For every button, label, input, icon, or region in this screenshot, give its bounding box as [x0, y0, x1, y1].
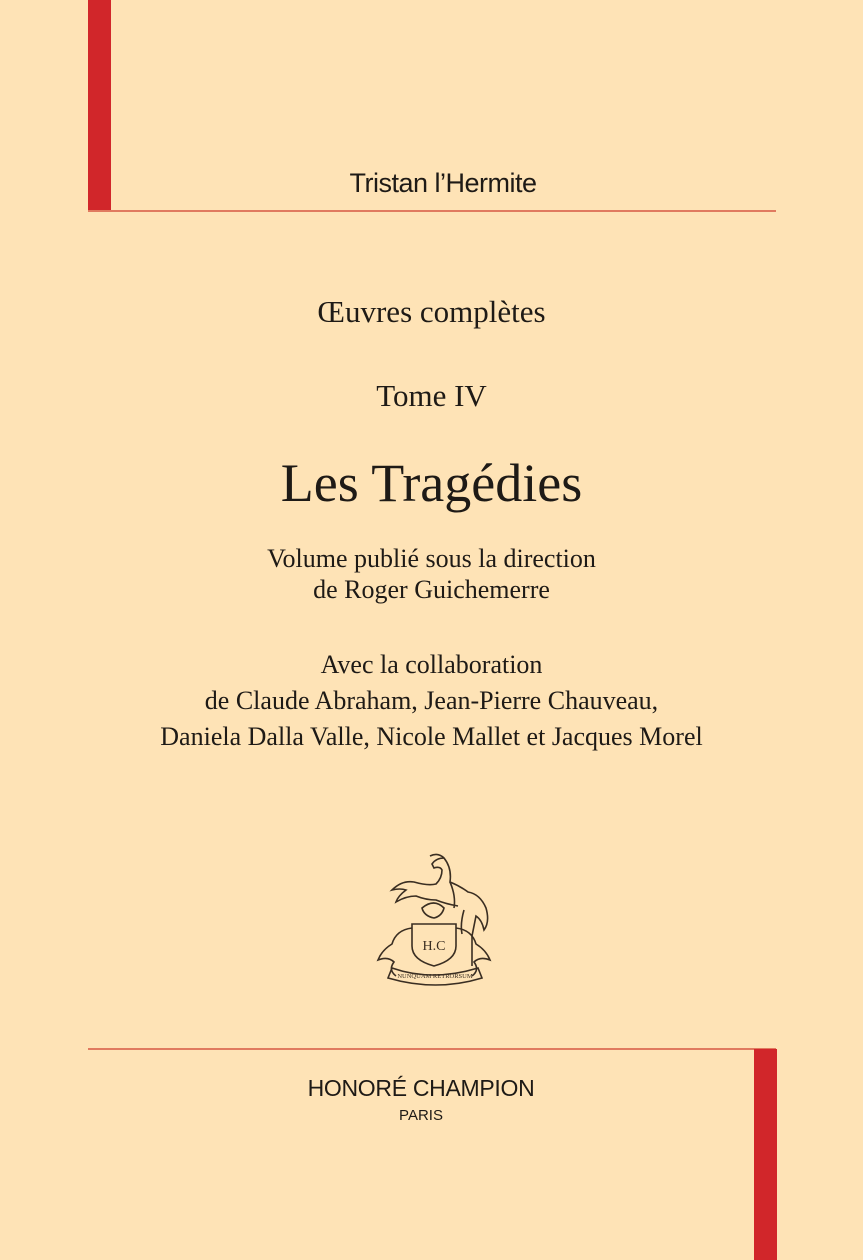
book-title: Les Tragédies [280, 453, 583, 513]
collab-line: Daniela Dalla Valle, Nicole Mallet et Jacques Morel [160, 722, 703, 751]
editor-credit [0, 543, 863, 605]
publisher-name: HONORÉ CHAMPION [307, 1075, 535, 1101]
editor-line: de Roger Guichemerre [313, 575, 550, 604]
collaborators-credit [0, 647, 863, 755]
publisher-city: PARIS [399, 1107, 443, 1124]
series-title: Œuvres complètes [317, 294, 546, 329]
svg-text:H.C: H.C [422, 939, 446, 954]
red-accent-bar-bottom [754, 1049, 777, 1260]
divider-bottom [88, 1048, 776, 1050]
collab-line: Avec la collaboration [320, 650, 543, 679]
collab-line: de Claude Abraham, Jean-Pierre Chauveau, [204, 686, 659, 715]
volume-number: Tome IV [376, 378, 487, 413]
author-name: Tristan l’Hermite [349, 168, 537, 198]
svg-text:NUNQUAM RETRORSUM: NUNQUAM RETRORSUM [397, 973, 473, 980]
divider-top [88, 210, 776, 212]
publisher-horse-emblem-logo [370, 848, 500, 993]
red-accent-bar-top [88, 0, 111, 212]
editor-line: Volume publié sous la direction [267, 544, 596, 573]
